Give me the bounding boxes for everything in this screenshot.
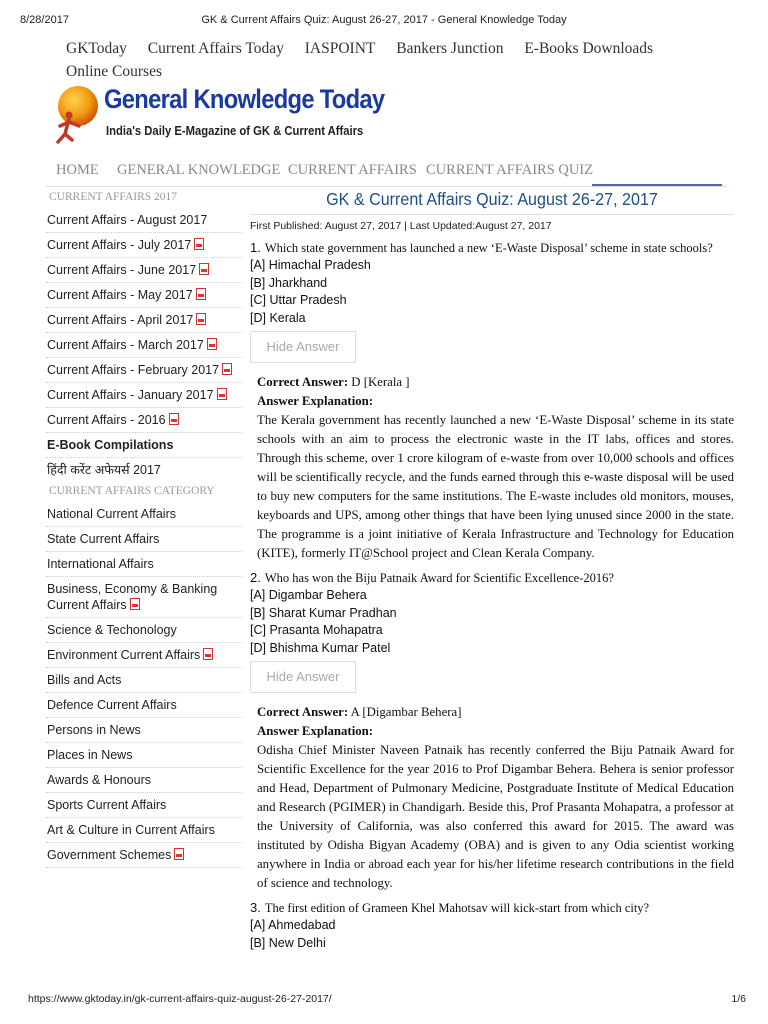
post-title: GK & Current Affairs Quiz: August 26-27, 2017 <box>326 189 658 209</box>
sidebar-item-ebook-compilations[interactable] <box>46 433 242 458</box>
answer-option: [D] Bhishma Kumar Patel <box>250 640 391 655</box>
sidebar-item-label: Environment Current Affairs <box>47 648 201 662</box>
main-nav-current-affairs[interactable]: CURRENT AFFAIRS <box>288 162 417 178</box>
question-number: 1. <box>250 240 261 255</box>
print-page-title: GK & Current Affairs Quiz: August 26-27, 2017 - General Knowledge Today <box>201 14 567 26</box>
sidebar-heading-2017: CURRENT AFFAIRS 2017 <box>49 191 178 203</box>
sidebar-item-international[interactable] <box>46 552 242 577</box>
sidebar-item-label: Current Affairs - June 2017 <box>47 263 197 277</box>
pdf-icon[interactable] <box>203 648 213 660</box>
sidebar-item-awards[interactable] <box>46 768 242 793</box>
sidebar <box>46 190 242 868</box>
post-meta: First Published: August 27, 2017 | Last Updated:August 27, 2017 <box>250 220 552 232</box>
correct-answer-value: A [Digambar Behera] <box>350 705 462 719</box>
sidebar-item-label: Current Affairs - March 2017 <box>47 338 204 352</box>
top-nav-ebooks-downloads[interactable]: E-Books Downloads <box>524 40 654 57</box>
sidebar-item-hindi[interactable] <box>46 458 242 482</box>
sidebar-item-label: Government Schemes <box>47 848 172 862</box>
top-nav-bankers-junction[interactable]: Bankers Junction <box>396 40 504 57</box>
pdf-icon[interactable] <box>194 238 204 250</box>
correct-answer-label: Correct Answer: <box>257 705 349 719</box>
answer-option: [A] Digambar Behera <box>250 588 367 602</box>
sidebar-item-may-2017[interactable] <box>46 283 242 308</box>
print-date: 8/28/2017 <box>20 14 69 26</box>
sidebar-item-label: Current Affairs - July 2017 <box>47 238 192 252</box>
sidebar-item-science[interactable] <box>46 618 242 643</box>
correct-answer <box>250 373 734 392</box>
sidebar-item-defence[interactable] <box>46 693 242 718</box>
print-header <box>0 14 768 32</box>
answer-option: [A] Himachal Pradesh <box>250 258 371 272</box>
pdf-icon[interactable] <box>174 848 184 860</box>
answer-option: [B] Sharat Kumar Pradhan <box>250 605 397 620</box>
pdf-icon[interactable] <box>196 313 206 325</box>
pdf-icon[interactable] <box>217 388 227 400</box>
answer-option: [C] Uttar Pradesh <box>250 293 347 307</box>
sidebar-item-february-2017[interactable] <box>46 358 242 383</box>
top-nav <box>66 37 706 83</box>
sidebar-item-label: Business, Economy & Banking Current Affairs <box>47 582 218 612</box>
sidebar-item-2016[interactable] <box>46 408 242 433</box>
sidebar-item-label: Current Affairs - May 2017 <box>47 288 193 302</box>
sidebar-item-bills[interactable] <box>46 668 242 693</box>
sidebar-item-environment[interactable] <box>46 643 242 668</box>
question-body: Which state government has launched a new ‘E-Waste Disposal’ scheme in state schools? <box>264 241 713 255</box>
sidebar-item-label: Current Affairs - January 2017 <box>47 388 214 402</box>
logo-tagline: India's Daily E-Magazine of GK & Current Affairs <box>106 124 364 138</box>
correct-answer <box>250 703 734 722</box>
sidebar-item-label: Persons in News <box>47 723 141 737</box>
sidebar-item-march-2017[interactable] <box>46 333 242 358</box>
logo-globe-icon <box>52 82 112 152</box>
main-nav <box>46 159 726 187</box>
pdf-icon[interactable] <box>199 263 209 275</box>
answer-option: [A] Ahmedabad <box>250 918 336 932</box>
sidebar-item-august-2017[interactable] <box>46 208 242 233</box>
top-nav-gktoday[interactable]: GKToday <box>66 40 127 57</box>
pdf-icon[interactable] <box>169 413 179 425</box>
sidebar-item-places[interactable] <box>46 743 242 768</box>
sidebar-item-label: Current Affairs - February 2017 <box>47 363 220 377</box>
explanation-text: Odisha Chief Minister Naveen Patnaik has recently conferred the Biju Patnaik Award for Scientific Excellence for the year 2016 to Prof Digambar Behera. Behera is senior professor and Head, Department of Pulmonary Medicine, Postgraduate Institute of Medical Education and Research (PGIMER) in Chandigarh. Beside this, Prof Prasanta Mohapatra, a professor at the University of California, was also conferred this award for 2015. The award was instituted by Odisha Bigyan Academy (OBA) and is given to any Odia scientist working anywhere in India or abroad each year for his/her lifetime research contributions in the field of science and technology. <box>257 743 734 890</box>
hide-answer-button[interactable]: Hide Answer <box>250 661 356 693</box>
explanation-heading <box>250 722 734 741</box>
correct-answer-label: Correct Answer: <box>257 375 349 389</box>
sidebar-heading-category: CURRENT AFFAIRS CATEGORY <box>49 485 215 497</box>
sidebar-item-business[interactable] <box>46 577 242 618</box>
pdf-icon[interactable] <box>196 288 206 300</box>
question-text <box>250 239 734 257</box>
explanation-label: Answer Explanation: <box>257 724 374 738</box>
sidebar-item-national[interactable] <box>46 502 242 527</box>
answer-option: [B] Jharkhand <box>250 275 328 290</box>
sidebar-item-april-2017[interactable] <box>46 308 242 333</box>
print-url: https://www.gktoday.in/gk-current-affairs-quiz-august-26-27-2017/ <box>28 993 332 1005</box>
pdf-icon[interactable] <box>207 338 217 350</box>
explanation-text: The Kerala government has recently launched a new ‘E-Waste Disposal’ scheme in its state schools with an aim to process the electronic waste in the IT labs, offices and stores. Through this scheme, over 1 crore kilogram of e-waste from over 10,000 schools and offices will be scientifically recycle, and the funds earned through this e-waste disposal will be used to buy new computers for the same institutions. The E-waste includes old monitors, mouses, keyboards and UPS, among other things that have been lying unused since 2000 in the state. The programme is a joint initiative of Kerala Infrastructure and Technology for Education (KITE), formerly IT@School project and Clean Kerala Company. <box>257 413 734 560</box>
pdf-icon[interactable] <box>222 363 232 375</box>
main-nav-home[interactable]: HOME <box>56 162 99 178</box>
sidebar-item-label: E-Book Compilations <box>47 438 174 452</box>
title-divider <box>250 214 734 215</box>
answer-option: [B] New Delhi <box>250 935 326 950</box>
sidebar-item-label: Bills and Acts <box>47 673 122 687</box>
question-number: 3. <box>250 900 261 915</box>
top-nav-online-courses[interactable]: Online Courses <box>66 63 163 80</box>
top-nav-current-affairs-today[interactable]: Current Affairs Today <box>147 40 284 57</box>
sidebar-item-label: Sports Current Affairs <box>47 798 167 812</box>
answer-option: [C] Prasanta Mohapatra <box>250 623 383 637</box>
sidebar-item-january-2017[interactable] <box>46 383 242 408</box>
correct-answer-value: D [Kerala ] <box>351 375 410 389</box>
answer-option: [D] Kerala <box>250 310 306 325</box>
sidebar-item-label: State Current Affairs <box>47 532 160 546</box>
sidebar-item-art-culture[interactable] <box>46 818 242 843</box>
sidebar-item-label: International Affairs <box>47 557 154 571</box>
question-text <box>250 899 734 917</box>
sidebar-item-label: Awards & Honours <box>47 773 151 787</box>
sidebar-item-label: Current Affairs - April 2017 <box>47 313 194 327</box>
top-nav-iaspoint[interactable]: IASPOINT <box>304 40 376 57</box>
sidebar-item-state[interactable] <box>46 527 242 552</box>
main-nav-current-affairs-quiz[interactable]: CURRENT AFFAIRS QUIZ <box>426 162 594 178</box>
sidebar-item-label: हिंदी करेंट अफेयर्स 2017 <box>47 463 161 477</box>
logo-title: General Knowledge Today <box>104 84 385 114</box>
sidebar-item-label: Art & Culture in Current Affairs <box>47 823 215 837</box>
sidebar-item-sports[interactable] <box>46 793 242 818</box>
print-page-number: 1/6 <box>731 993 746 1005</box>
sidebar-item-june-2017[interactable] <box>46 258 242 283</box>
post-content <box>250 186 734 952</box>
sidebar-item-label: Defence Current Affairs <box>47 698 177 712</box>
sidebar-item-persons[interactable] <box>46 718 242 743</box>
sidebar-item-label: Places in News <box>47 748 133 762</box>
question-number: 2. <box>250 570 261 585</box>
sidebar-item-government-schemes[interactable] <box>46 843 242 868</box>
sidebar-item-label: Science & Techonology <box>47 623 177 637</box>
sidebar-item-label: Current Affairs - 2016 <box>47 413 166 427</box>
hide-answer-button[interactable]: Hide Answer <box>250 331 356 363</box>
explanation-label: Answer Explanation: <box>257 394 374 408</box>
pdf-icon[interactable] <box>130 598 140 610</box>
main-nav-general-knowledge[interactable]: GENERAL KNOWLEDGE <box>117 162 281 178</box>
explanation-heading <box>250 392 734 411</box>
question-text <box>250 569 734 587</box>
sidebar-item-label: National Current Affairs <box>47 507 176 521</box>
question-body: The first edition of Grameen Khel Mahotsav will kick-start from which city? <box>264 901 650 915</box>
sidebar-item-label: Current Affairs - August 2017 <box>47 213 208 227</box>
question-body: Who has won the Biju Patnaik Award for Scientific Excellence-2016? <box>264 571 614 585</box>
sidebar-item-july-2017[interactable] <box>46 233 242 258</box>
site-logo[interactable] <box>52 82 385 152</box>
